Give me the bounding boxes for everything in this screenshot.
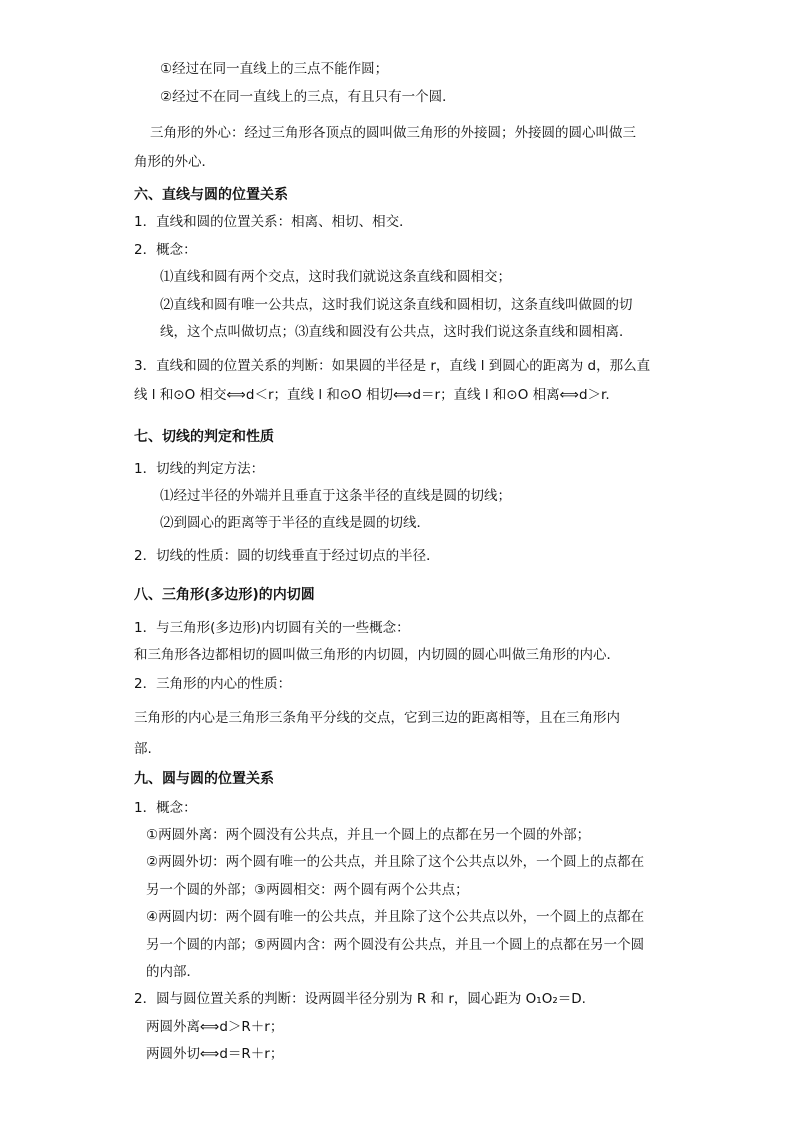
intro-item-1: ①经过在同一直线上的三点不能作圆； — [160, 61, 389, 77]
section-7-method-2: ⑵到圆心的距离等于半径的直线是圆的切线． — [160, 515, 430, 531]
section-7-point-2: 2．切线的性质：圆的切线垂直于经过切点的半径． — [134, 548, 440, 564]
section-8-point-2-body-a: 三角形的内心是三角形三条角平分线的交点，它到三边的距离相等，且在三角形内 — [134, 710, 620, 726]
section-8-point-2: 2．三角形的内心的性质： — [134, 676, 292, 692]
section-6-point-3a: 3．直线和圆的位置关系的判断：如果圆的半径是 r，直线 l 到圆心的距离为 d，那么直 — [134, 358, 651, 374]
section-9-heading: 九、圆与圆的位置关系 — [134, 771, 274, 787]
section-6-point-1: 1．直线和圆的位置关系：相离、相切、相交． — [134, 214, 413, 230]
section-6-point-3b: 线 l 和⊙O 相交⟺d＜r；直线 l 和⊙O 相切⟺d＝r；直线 l 和⊙O 相离⟺d＞r. — [134, 387, 610, 403]
section-9-def-1: ①两圆外离：两个圆没有公共点，并且一个圆上的点都在另一个圆的外部； — [146, 827, 591, 843]
section-7-method-1: ⑴经过半径的外端并且垂直于这条半径的直线是圆的切线； — [160, 488, 511, 504]
section-8-point-1-body: 和三角形各边都相切的圆叫做三角形的内切圆，内切圆的圆心叫做三角形的内心． — [134, 647, 620, 663]
section-7-heading: 七、切线的判定和性质 — [134, 429, 274, 445]
section-9-point-2: 2．圆与圆位置关系的判断：设两圆半径分别为 R 和 r，圆心距为 O₁O₂＝D. — [134, 991, 586, 1007]
section-6-concept-1: ⑴直线和圆有两个交点，这时我们就说这条直线和圆相交； — [160, 269, 511, 285]
circumcenter-definition-line-2: 角形的外心． — [134, 154, 215, 170]
section-7-point-1: 1．切线的判定方法： — [134, 461, 265, 477]
section-9-def-2b: 另一个圆的外部；③两圆相交：两个圆有两个公共点； — [146, 882, 469, 898]
section-9-rule-1: 两圆外离⟺d＞R＋r； — [146, 1019, 284, 1035]
section-6-concept-2a: ⑵直线和圆有唯一公共点，这时我们说这条直线和圆相切，这条直线叫做圆的切 — [160, 297, 633, 313]
section-9-def-2a: ②两圆外切：两个圆有唯一的公共点，并且除了这个公共点以外，一个圆上的点都在 — [146, 854, 645, 870]
section-8-point-1: 1．与三角形(多边形)内切圆有关的一些概念： — [134, 620, 410, 636]
section-9-point-1: 1．概念： — [134, 800, 197, 816]
section-6-concept-2b: 线，这个点叫做切点；⑶直线和圆没有公共点，这时我们说这条直线和圆相离． — [160, 324, 633, 340]
section-6-heading: 六、直线与圆的位置关系 — [134, 187, 288, 203]
section-9-def-4b: 另一个圆的内部；⑤两圆内含：两个圆没有公共点，并且一个圆上的点都在另一个圆 — [146, 937, 645, 953]
section-8-point-2-body-b: 部. — [134, 741, 152, 757]
circumcenter-definition-line-1: 三角形的外心：经过三角形各顶点的圆叫做三角形的外接圆；外接圆的圆心叫做三 — [150, 125, 636, 141]
section-6-point-2: 2．概念： — [134, 242, 197, 258]
section-9-rule-2: 两圆外切⟺d＝R＋r； — [146, 1046, 284, 1062]
intro-item-2: ②经过不在同一直线上的三点，有且只有一个圆． — [160, 89, 456, 105]
section-9-def-4a: ④两圆内切：两个圆有唯一的公共点，并且除了这个公共点以外，一个圆上的点都在 — [146, 909, 645, 925]
section-8-heading: 八、三角形(多边形)的内切圆 — [134, 587, 315, 603]
section-9-def-4c: 的内部． — [146, 964, 200, 980]
